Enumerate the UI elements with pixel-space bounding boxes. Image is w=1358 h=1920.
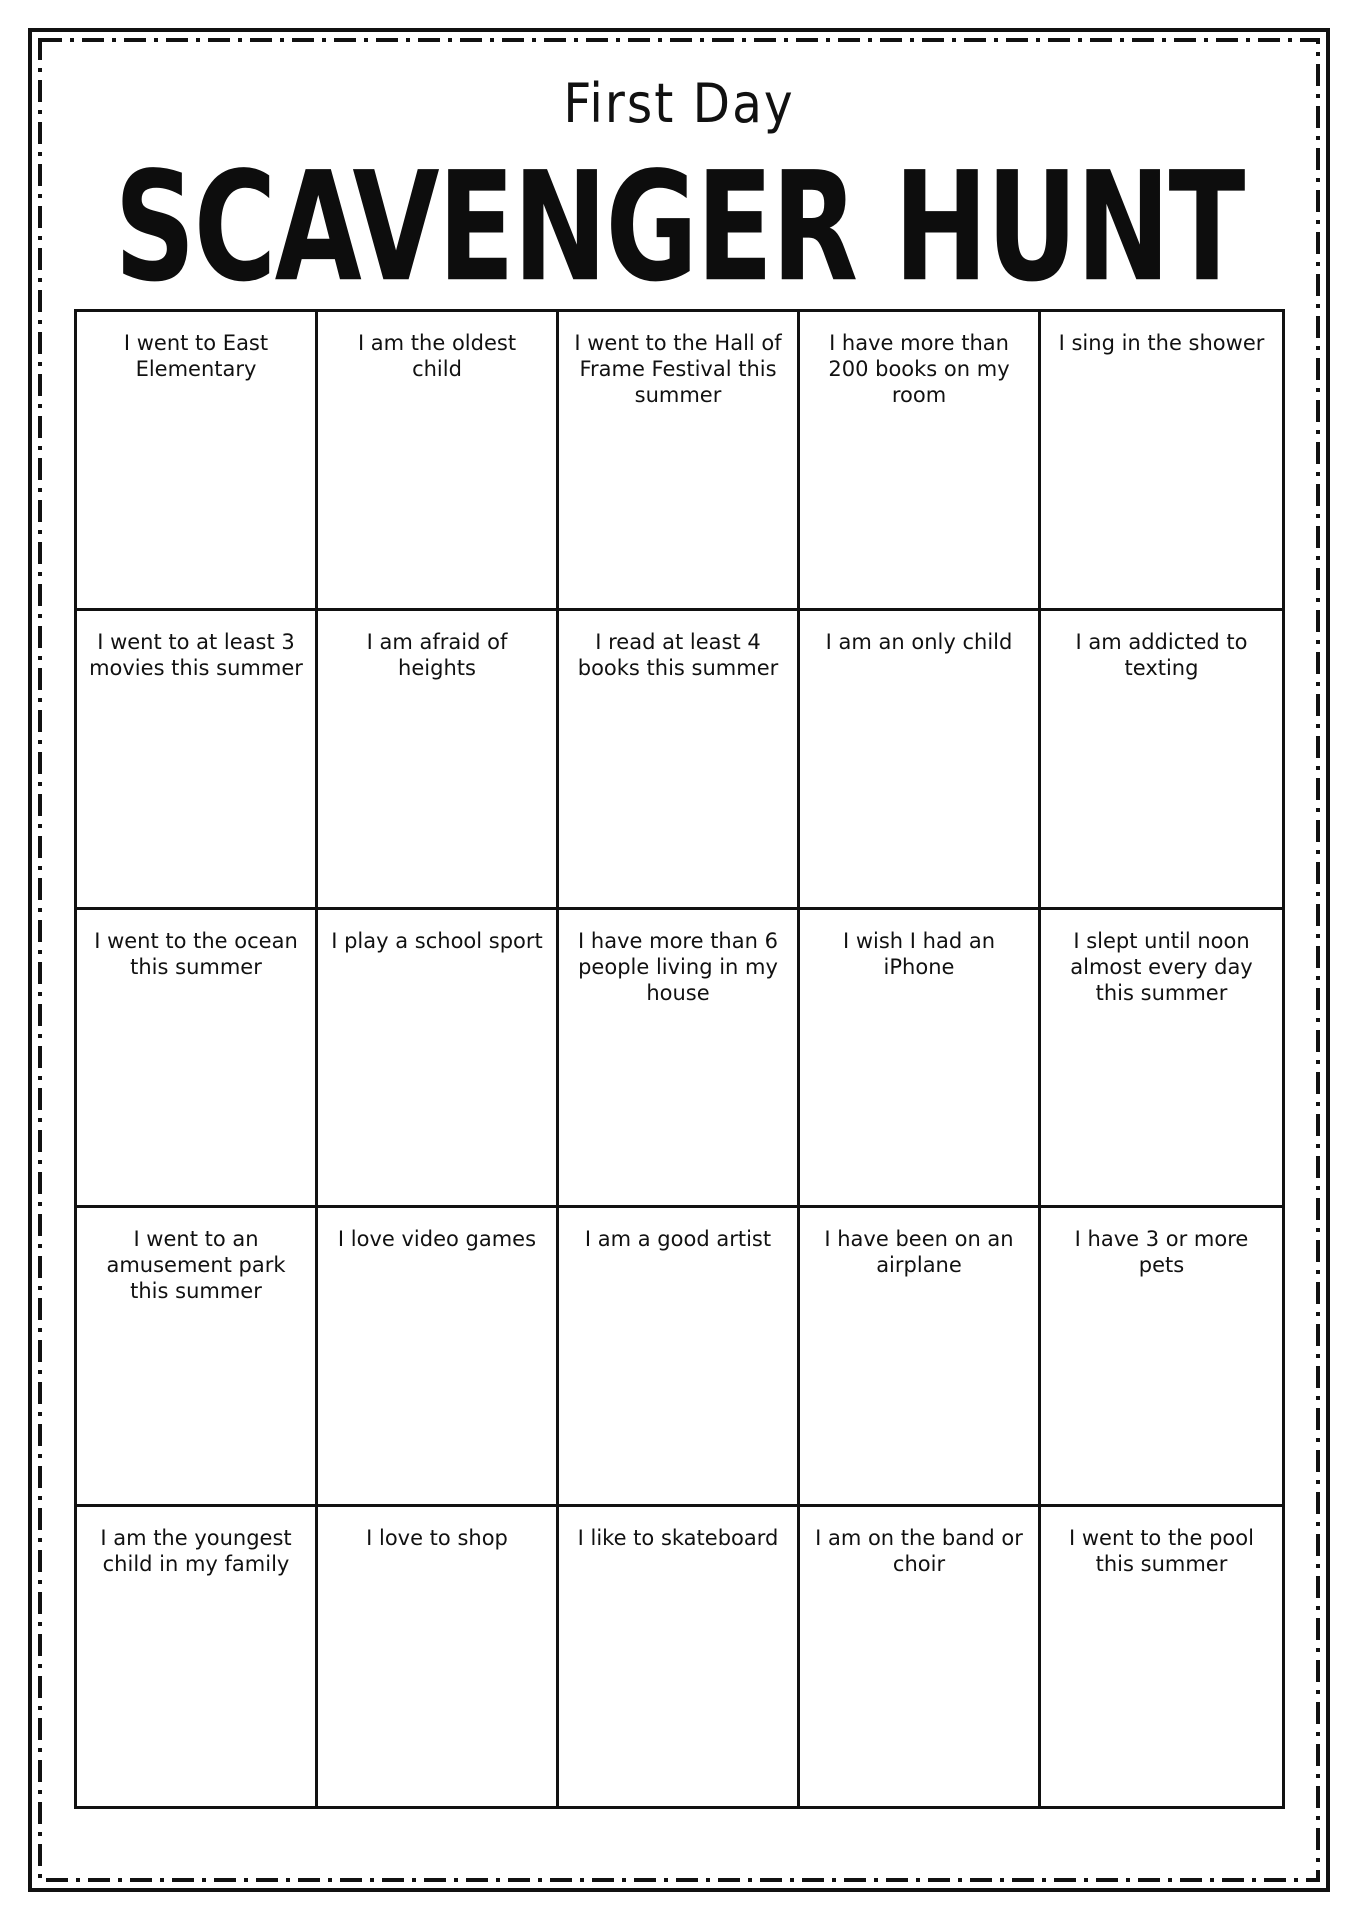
worksheet-title: SCAVENGER HUNT — [114, 140, 1244, 316]
grid-cell-text: I like to skateboard — [577, 1526, 779, 1551]
grid-cell[interactable] — [318, 1208, 559, 1507]
grid-cell[interactable] — [318, 312, 559, 611]
grid-cell[interactable] — [800, 611, 1041, 910]
grid-cell[interactable] — [1041, 312, 1282, 611]
grid-cell-text: I wish I had an iPhone — [842, 928, 996, 979]
grid-cell[interactable] — [559, 312, 800, 611]
grid-cell-text: I love to shop — [366, 1526, 508, 1551]
grid-cell[interactable] — [318, 910, 559, 1209]
grid-cell[interactable] — [800, 1507, 1041, 1806]
grid-cell-text: I am on the band or choir — [815, 1526, 1023, 1577]
grid-cell[interactable] — [1041, 910, 1282, 1209]
grid-cell[interactable] — [800, 910, 1041, 1209]
grid-cell-text: I am afraid of heights — [366, 629, 508, 680]
grid-cell[interactable] — [77, 312, 318, 611]
grid-cell-text: I sing in the shower — [1058, 331, 1265, 355]
grid-cell[interactable] — [559, 1208, 800, 1507]
grid-cell[interactable] — [1041, 1507, 1282, 1806]
grid-cell-text: I have been on an airplane — [824, 1227, 1014, 1278]
grid-cell-text: I went to an amusement park this summer — [106, 1227, 286, 1304]
grid-cell-text: I am the oldest child — [357, 331, 517, 381]
grid-cell[interactable] — [77, 1208, 318, 1507]
grid-cell-text: I am an only child — [825, 629, 1013, 654]
grid-cell-text: I went to East Elementary — [123, 331, 269, 381]
grid-cell[interactable] — [318, 611, 559, 910]
grid-cell-text: I went to at least 3 movies this summer — [89, 629, 303, 680]
grid-cell[interactable] — [559, 910, 800, 1209]
grid-cell-text: I am addicted to texting — [1075, 629, 1248, 680]
grid-cell-text: I went to the Hall of Frame Festival this summer — [574, 331, 782, 407]
grid-cell-text: I went to the ocean this summer — [94, 928, 298, 979]
grid-cell[interactable] — [1041, 1208, 1282, 1507]
grid-cell-text: I love video games — [337, 1227, 537, 1252]
grid-cell[interactable] — [800, 1208, 1041, 1507]
grid-cell[interactable] — [559, 1507, 800, 1806]
worksheet-header — [0, 70, 1358, 316]
grid-cell[interactable] — [1041, 611, 1282, 910]
grid-cell-text: I have more than 6 people living in my house — [578, 928, 778, 1005]
grid-cell-text: I play a school sport — [331, 928, 543, 953]
grid-cell-text: I have 3 or more pets — [1074, 1227, 1249, 1278]
grid-cell-text: I went to the pool this summer — [1069, 1526, 1254, 1577]
grid-cell-text: I slept until noon almost every day this summer — [1070, 928, 1253, 1005]
scavenger-grid — [74, 309, 1285, 1809]
worksheet-subtitle: First Day — [563, 72, 795, 135]
grid-cell[interactable] — [559, 611, 800, 910]
grid-cell-text: I am a good artist — [584, 1227, 772, 1252]
grid-cell[interactable] — [318, 1507, 559, 1806]
grid-cell[interactable] — [800, 312, 1041, 611]
grid-cell[interactable] — [77, 910, 318, 1209]
grid-cell[interactable] — [77, 611, 318, 910]
grid-cell-text: I read at least 4 books this summer — [577, 629, 779, 680]
grid-cell-text: I am the youngest child in my family — [100, 1526, 292, 1577]
grid-cell[interactable] — [77, 1507, 318, 1806]
grid-cell-text: I have more than 200 books on my room — [828, 331, 1010, 407]
